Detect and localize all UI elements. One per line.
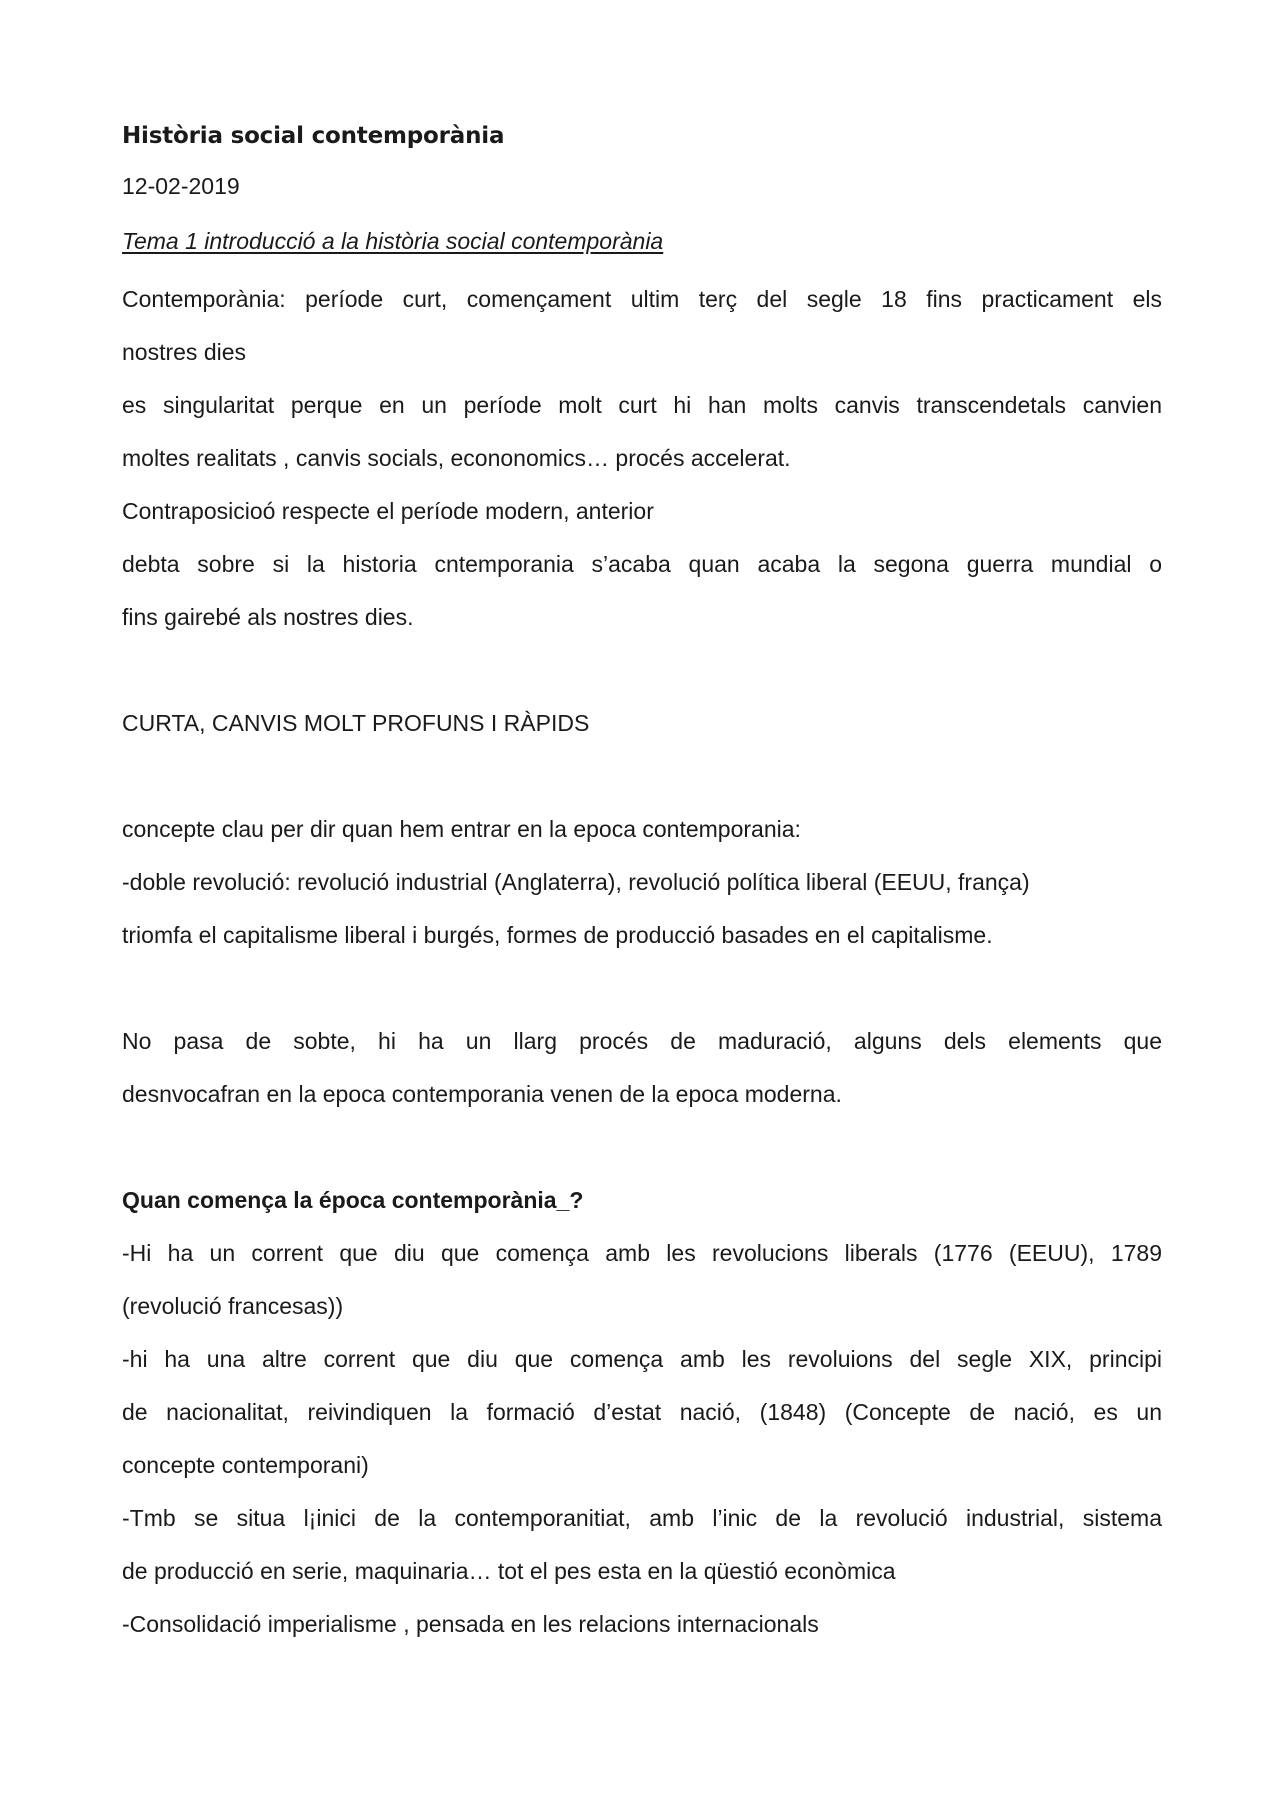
question-heading: Quan comença la época contemporània_? (122, 1187, 584, 1213)
summary-caps: CURTA, CANVIS MOLT PROFUNS I RÀPIDS (122, 710, 590, 736)
text-line: de producció en serie, maquinaria… tot el pes esta en la qüestió econòmica (122, 1558, 896, 1584)
text-line: debta sobre si la historia cntemporania s’acaba quan acaba la segona guerra mundial o (122, 551, 1162, 577)
text-line: -Consolidació imperialisme , pensada en les relacions internacionals (122, 1611, 819, 1637)
text-line: (revolució francesas)) (122, 1293, 344, 1319)
document-date: 12-02-2019 (122, 173, 240, 199)
concept-paragraph (122, 803, 1162, 962)
text-line: de nacionalitat, reivindiquen la formació d’estat nació, (1848) (Concepte de nació, es un (122, 1399, 1162, 1425)
document-title: Història social contemporània (122, 123, 505, 149)
text-line: Contemporània: període curt, començament ultim terç del segle 18 fins practicament els (122, 286, 1162, 312)
intro-paragraph (122, 273, 1162, 644)
text-line: -Tmb se situa l¡inici de la contemporanitiat, amb l’inic de la revolució industrial, sistema (122, 1505, 1162, 1531)
blank-line (122, 750, 1162, 803)
text-line: concepte contemporani) (122, 1452, 369, 1478)
text-line: desnvocafran en la epoca contemporania venen de la epoca moderna. (122, 1081, 842, 1107)
answer-list (122, 1227, 1162, 1651)
topic-heading: Tema 1 introducció a la història social contemporània (122, 228, 664, 254)
text-line: -doble revolució: revolució industrial (Anglaterra), revolució política liberal (EEUU, frança) (122, 869, 1030, 895)
document-body (122, 118, 1162, 1651)
maturation-paragraph (122, 1015, 1162, 1121)
text-line: nostres dies (122, 339, 247, 365)
text-line: Contraposicioó respecte el període modern, anterior (122, 498, 654, 524)
text-line: triomfa el capitalisme liberal i burgés, formes de producció basades en el capitalisme. (122, 922, 993, 948)
text-line: moltes realitats , canvis socials, econonomics… procés accelerat. (122, 445, 791, 471)
text-line: concepte clau per dir quan hem entrar en la epoca contemporania: (122, 816, 801, 842)
text-line: -Hi ha un corrent que diu que comença amb les revolucions liberals (1776 (EEUU), 1789 (122, 1240, 1162, 1266)
text-line: fins gairebé als nostres dies. (122, 604, 414, 630)
blank-line (122, 962, 1162, 1015)
text-line: es singularitat perque en un període molt curt hi han molts canvis transcendetals canvien (122, 392, 1162, 418)
blank-line (122, 644, 1162, 697)
blank-line (122, 1121, 1162, 1174)
text-line: No pasa de sobte, hi ha un llarg procés de maduració, alguns dels elements que (122, 1028, 1162, 1054)
text-line: -hi ha una altre corrent que diu que comença amb les revoluions del segle XIX, principi (122, 1346, 1162, 1372)
